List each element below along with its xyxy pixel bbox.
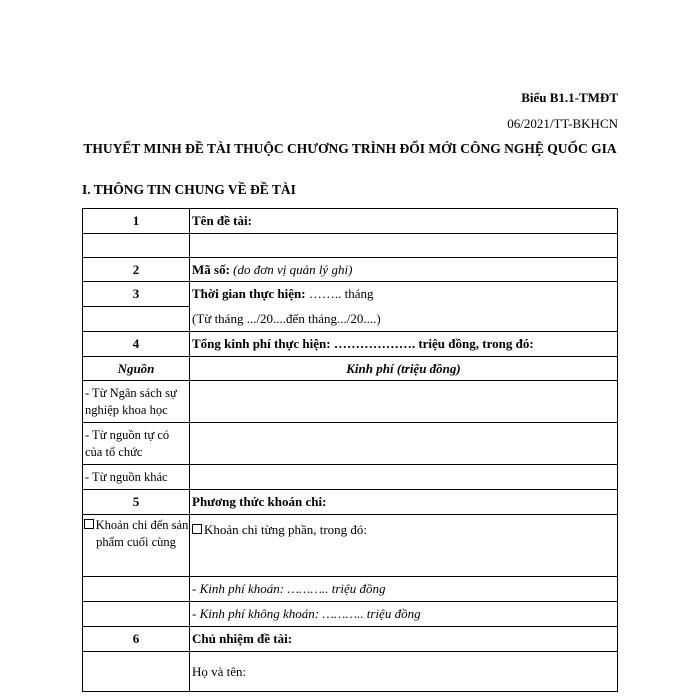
checkbox-icon[interactable] bbox=[84, 519, 94, 529]
table-row bbox=[83, 381, 618, 423]
table-row bbox=[83, 652, 618, 692]
funding-amount-field[interactable] bbox=[190, 465, 618, 490]
funding-source: - Từ nguồn tự có của tổ chức bbox=[83, 423, 190, 465]
final-product-option[interactable] bbox=[83, 515, 190, 577]
empty-cell bbox=[83, 307, 190, 332]
section-heading: I. THÔNG TIN CHUNG VỀ ĐỀ TÀI bbox=[82, 182, 296, 197]
funding-amount-field[interactable] bbox=[190, 381, 618, 423]
empty-cell bbox=[83, 602, 190, 627]
row-number: 3 bbox=[83, 282, 190, 307]
table-row bbox=[83, 307, 618, 332]
duration-cell bbox=[190, 282, 618, 307]
project-name-field[interactable] bbox=[190, 234, 618, 258]
non-contracted-budget: - Kinh phí không khoán: ……….. triệu đồng bbox=[190, 602, 618, 627]
document-title: THUYẾT MINH ĐỀ TÀI THUỘC CHƯƠNG TRÌNH ĐỔI MỚI CÔNG NGHỆ QUỐC GIA bbox=[83, 141, 617, 156]
payment-method-label: Phương thức khoán chi: bbox=[190, 490, 618, 515]
table-row bbox=[83, 515, 618, 577]
row-number: 6 bbox=[83, 627, 190, 652]
table-row bbox=[83, 282, 618, 307]
funding-source-header: Nguồn bbox=[83, 357, 190, 381]
duration-range: (Từ tháng .../20....đến tháng.../20....) bbox=[190, 307, 618, 332]
empty-cell bbox=[83, 577, 190, 602]
table-row bbox=[83, 465, 618, 490]
total-budget-cell bbox=[190, 332, 618, 357]
final-product-label: Khoản chi đến sản phẩm cuối cùng bbox=[95, 518, 189, 549]
funding-amount-field[interactable] bbox=[190, 423, 618, 465]
leader-name-label: Họ và tên: bbox=[190, 652, 618, 692]
total-budget-value: ………………. triệu đồng, trong đó: bbox=[330, 336, 534, 351]
project-code-cell bbox=[190, 258, 618, 282]
row-number: 5 bbox=[83, 490, 190, 515]
contracted-budget: - Kinh phí khoán: ……….. triệu đồng bbox=[190, 577, 618, 602]
project-leader-label: Chủ nhiệm đề tài: bbox=[190, 627, 618, 652]
row-number: 4 bbox=[83, 332, 190, 357]
duration-value: …….. tháng bbox=[305, 286, 374, 302]
empty-cell bbox=[83, 234, 190, 258]
project-info-table bbox=[82, 208, 618, 692]
table-row bbox=[83, 490, 618, 515]
table-row bbox=[83, 258, 618, 282]
form-code: Biểu B1.1-TMĐT bbox=[521, 90, 618, 105]
row-number: 2 bbox=[83, 258, 190, 282]
checkbox-icon[interactable] bbox=[192, 524, 202, 534]
table-row bbox=[83, 209, 618, 234]
project-name-label: Tên đề tài: bbox=[190, 209, 618, 234]
funding-source: - Từ nguồn khác bbox=[83, 465, 190, 490]
funding-amount-header: Kinh phí (triệu đồng) bbox=[190, 357, 618, 381]
total-budget-label: Tổng kinh phí thực hiện: bbox=[192, 336, 331, 351]
project-code-note: (do đơn vị quản lý ghi) bbox=[233, 261, 353, 277]
duration-label: Thời gian thực hiện: bbox=[192, 286, 306, 302]
row-number: 1 bbox=[83, 209, 190, 234]
circular-number: 06/2021/TT-BKHCN bbox=[507, 116, 618, 131]
funding-source: - Từ Ngân sách sự nghiệp khoa học bbox=[83, 381, 190, 423]
table-row bbox=[83, 234, 618, 258]
table-row bbox=[83, 332, 618, 357]
table-row bbox=[83, 577, 618, 602]
table-row bbox=[83, 627, 618, 652]
partial-label: Khoản chi từng phần, trong đó: bbox=[204, 522, 368, 537]
table-row bbox=[83, 357, 618, 381]
empty-cell bbox=[83, 652, 190, 692]
table-row bbox=[83, 602, 618, 627]
partial-option[interactable] bbox=[190, 515, 618, 577]
project-code-label: Mã số: bbox=[192, 261, 230, 277]
table-row bbox=[83, 423, 618, 465]
